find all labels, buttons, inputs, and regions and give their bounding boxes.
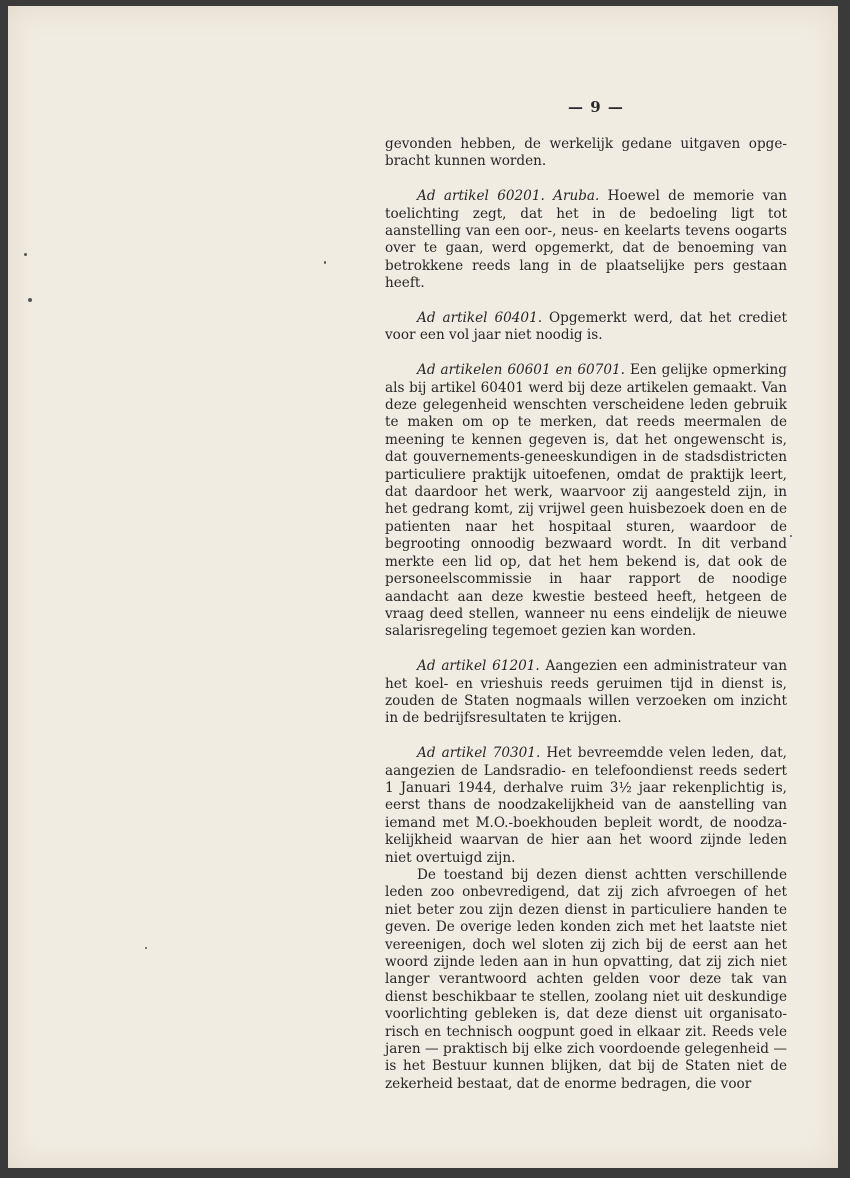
paragraph-heading: Ad artikel 60401.	[417, 310, 543, 327]
paragraph-text: Aangezien een administrateur van het koel- en vrieshuis reeds geruimen tijd in dienst is, zouden de Staten nogmaals willen verzoeken om inzicht in de bedrijfsresultaten te krijgen.	[385, 658, 787, 727]
paragraph	[385, 362, 787, 641]
scan-speck	[145, 947, 147, 949]
paragraph	[385, 867, 787, 1093]
paragraph-text: Een gelijke opmerking als bij artikel 60401 werd bij deze artikelen gemaakt. Van deze gelegenheid wenschten verscheidene leden gebruik te maken om op te merken, dat reeds meermalen de meening te kennen gegeven is, dat het ongewenscht is, dat gouvernements-geneeskundigen in de stadsdistricten particuliere praktijk uitoefenen, omdat de praktijk leert, dat daardoor het werk, waarvoor zij aangesteld zijn, in het gedrang komt, zij vrijwel geen huisbezoek doen en de patienten naar het hospitaal sturen, waardoor de begrooting onnoodig bezwaard wordt. In dit verband merkte een lid op, dat het hem bekend is, dat ook de personeelscommissie in haar rapport de noodige aandacht aan deze kwestie besteed heeft, hetgeen de vraag deed stellen, wanneer nu eens eindelijk de nieuwe salarisregeling tegemoet gezien kan worden.	[385, 362, 787, 640]
paragraph-text: gevonden hebben, de werkelijk gedane uitgaven opgebracht kunnen worden.	[385, 136, 787, 170]
paragraph-heading: Ad artikel 61201.	[417, 658, 540, 675]
paragraph-text: Opgemerkt werd, dat het crediet voor een vol jaar niet noodig is.	[385, 310, 787, 344]
page-number: — 9 —	[568, 98, 624, 116]
paragraph-heading: Ad artikelen 60601 en 60701.	[417, 362, 625, 379]
paragraph-text: De toestand bij dezen dienst achtten verschillende leden zoo onbevredigend, dat zij zich afvroegen of het niet beter zou zijn dezen dienst in particuliere handen te geven. De overige leden konden zich met het laatste niet vereenigen, doch wel sloten zij zich bij de eerst aan het woord zijnde leden aan in hun opvatting, dat zij zich niet langer verantwoord achten gelden voor deze tak van dienst beschikbaar te stellen, zoolang niet uit deskundige voorlichting gebleken is, dat deze dienst uit organisatorisch en technisch oogpunt goed in elkaar zit. Reeds vele jaren — praktisch bij elke zich voordoende gelegenheid — is het Bestuur kunnen blijken, dat bij de Staten niet de zekerheid bestaat, dat de enorme bedragen, die voor	[385, 866, 787, 1092]
paragraph-text: Hoewel de memorie van toelichting zegt, dat het in de bedoeling ligt tot aanstelling van een oor-, neus- en keelarts tevens oogarts over te gaan, werd opgemerkt, dat de benoeming van betrokkene reeds lang in de plaatselijke pers gestaan heeft.	[385, 188, 787, 292]
paragraph-text: Het bevreemdde velen leden, dat, aangezien de Landsradio- en telefoondienst reeds sedert 1 Januari 1944, derhalve ruim 3½ jaar rekenplichtig is, eerst thans de noodzakelijkheid van de aanstelling van iemand met M.O.-boekhouden bepleit wordt, de noodzakelijkheid waarvan de hier aan het woord zijnde leden niet overtuigd zijn.	[385, 745, 787, 866]
paragraph	[385, 188, 787, 292]
scan-speck	[28, 298, 32, 302]
scan-speck	[790, 535, 792, 537]
document-page	[8, 6, 838, 1168]
paragraph	[385, 310, 787, 345]
body-text	[385, 136, 787, 1093]
paragraph	[385, 658, 787, 728]
paragraph-heading: Ad artikel 70301.	[417, 745, 541, 762]
paragraph	[385, 136, 787, 171]
scan-speck	[324, 261, 326, 264]
paragraph	[385, 745, 787, 867]
scan-speck	[24, 253, 27, 256]
paragraph-heading: Ad artikel 60201. Aruba.	[417, 188, 600, 205]
